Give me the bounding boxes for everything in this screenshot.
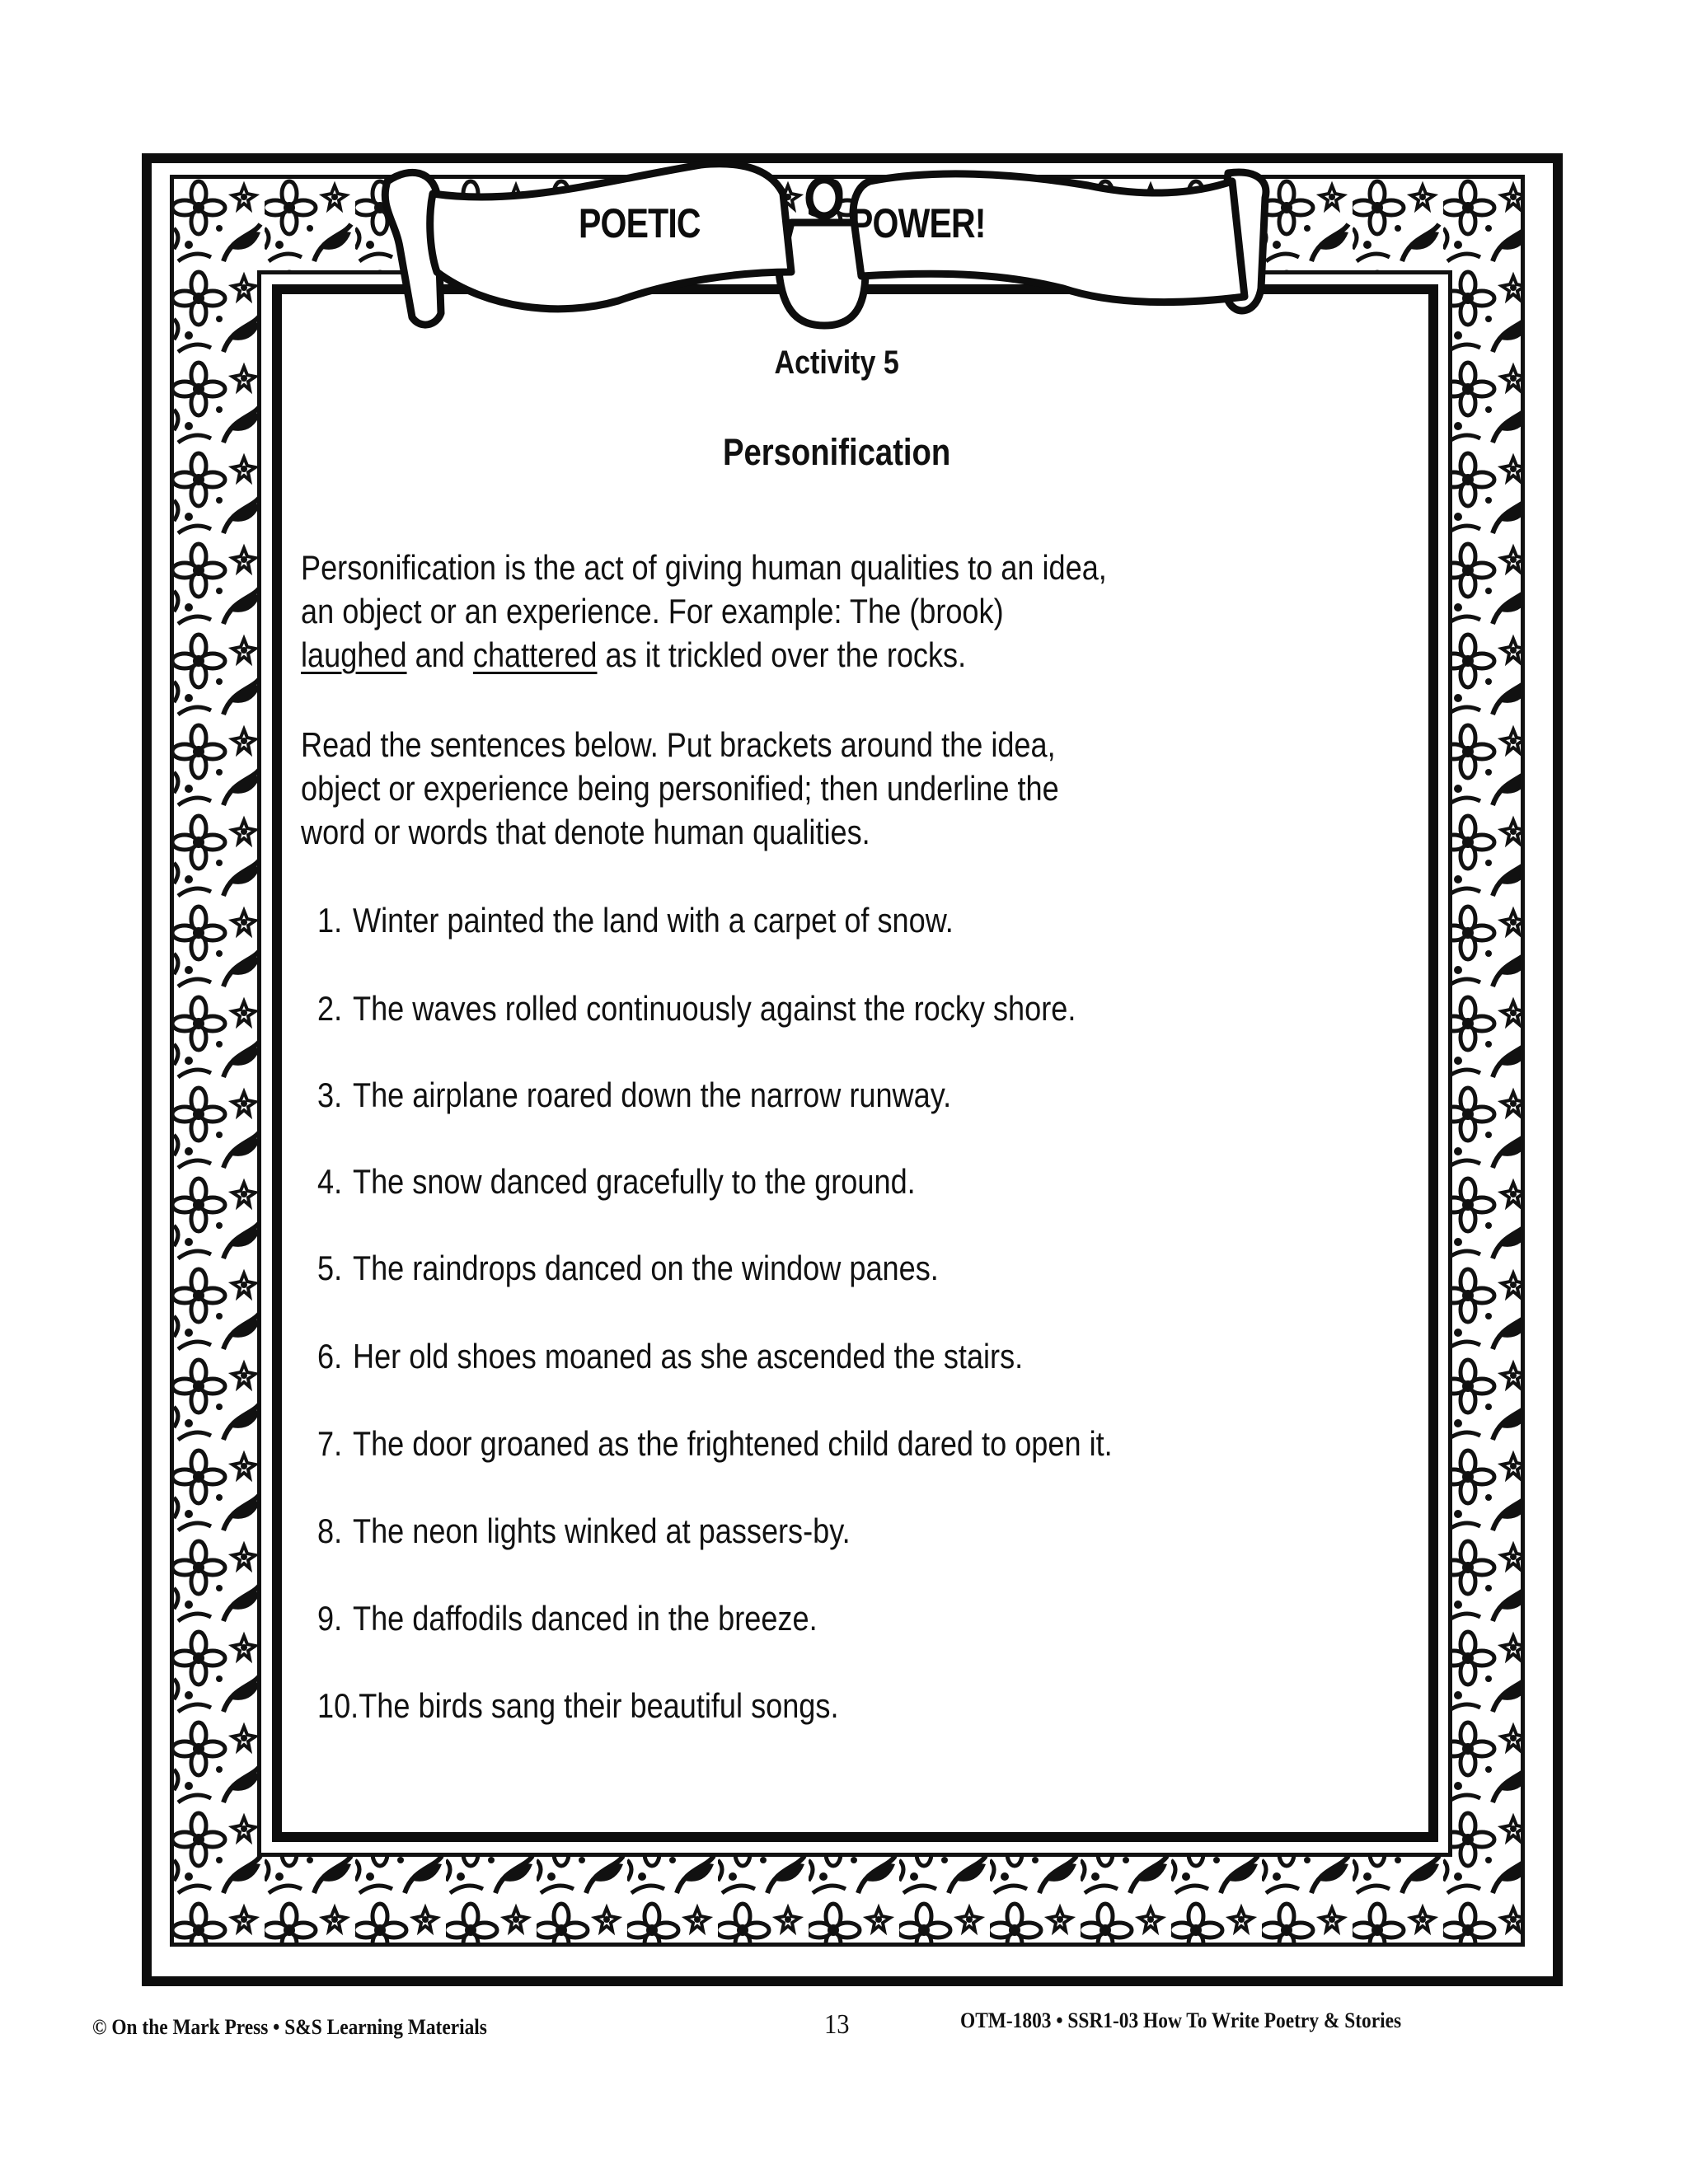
exercise-text: The neon lights winked at passers-by. [353, 1511, 851, 1550]
exercise-item [317, 1337, 1023, 1376]
exercise-item [317, 1424, 1113, 1464]
banner-word-poetic: POETIC [579, 200, 701, 246]
definition-line-1: Personification is the act of giving human qualities to an idea, [301, 548, 1107, 587]
exercise-item [317, 1076, 951, 1115]
banner-word-power: POWER! [851, 200, 986, 246]
exercise-item [317, 1599, 818, 1638]
exercise-number: 6. [317, 1337, 343, 1376]
instructions-line-2: object or experience being personified; then underline the [301, 769, 1059, 808]
exercise-text: Winter painted the land with a carpet of snow. [353, 901, 954, 940]
instructions-paragraph [301, 723, 1435, 854]
exercise-text: The raindrops danced on the window panes. [353, 1249, 939, 1287]
exercise-text: The waves rolled continuously against the rocky shore. [353, 989, 1076, 1028]
exercise-text: The birds sang their beautiful songs. [359, 1686, 839, 1725]
exercise-text: The daffodils danced in the breeze. [353, 1599, 818, 1638]
instructions-line-1: Read the sentences below. Put brackets around the idea, [301, 725, 1056, 764]
page-number: 13 [824, 2009, 850, 2040]
example-rest: as it trickled over the rocks. [597, 635, 967, 674]
exercise-number: 2. [317, 989, 343, 1028]
exercise-text: Her old shoes moaned as she ascended the stairs. [353, 1337, 1024, 1376]
exercise-item [317, 901, 954, 940]
underlined-word-laughed: laughed [301, 635, 407, 674]
footer-product-code: OTM-1803 • SSR1-03 How To Write Poetry & Stories [960, 2008, 1402, 2032]
exercise-item [317, 1249, 939, 1288]
exercise-text: The snow danced gracefully to the ground. [353, 1162, 916, 1201]
instructions-line-3: word or words that denote human qualities. [301, 813, 870, 851]
exercise-number: 5. [317, 1249, 343, 1287]
exercise-text: The door groaned as the frightened child dared to open it. [353, 1424, 1113, 1463]
exercise-item [317, 1686, 839, 1726]
exercise-item [317, 989, 1076, 1029]
exercise-number: 7. [317, 1424, 343, 1463]
exercise-number: 10. [317, 1686, 359, 1725]
activity-label: Activity 5 [774, 344, 899, 381]
page-title: Personification [722, 431, 951, 473]
exercise-number: 9. [317, 1599, 343, 1638]
exercise-item [317, 1511, 851, 1551]
exercise-number: 8. [317, 1511, 343, 1550]
exercise-text: The airplane roared down the narrow runway. [353, 1076, 952, 1114]
definition-line-3 [301, 633, 1435, 677]
exercise-number: 4. [317, 1162, 343, 1201]
underlined-word-chattered: chattered [472, 635, 598, 674]
title-banner [354, 148, 1302, 338]
exercise-number: 1. [317, 901, 343, 940]
footer-copyright: © On the Mark Press • S&S Learning Materials [92, 2015, 487, 2039]
exercise-number: 3. [317, 1076, 343, 1114]
joiner-text: and [406, 635, 473, 674]
definition-paragraph [301, 546, 1435, 677]
exercise-item [317, 1162, 916, 1202]
definition-line-2: an object or an experience. For example: The (brook) [301, 592, 1004, 630]
scroll-ribbon-icon [354, 148, 1302, 338]
